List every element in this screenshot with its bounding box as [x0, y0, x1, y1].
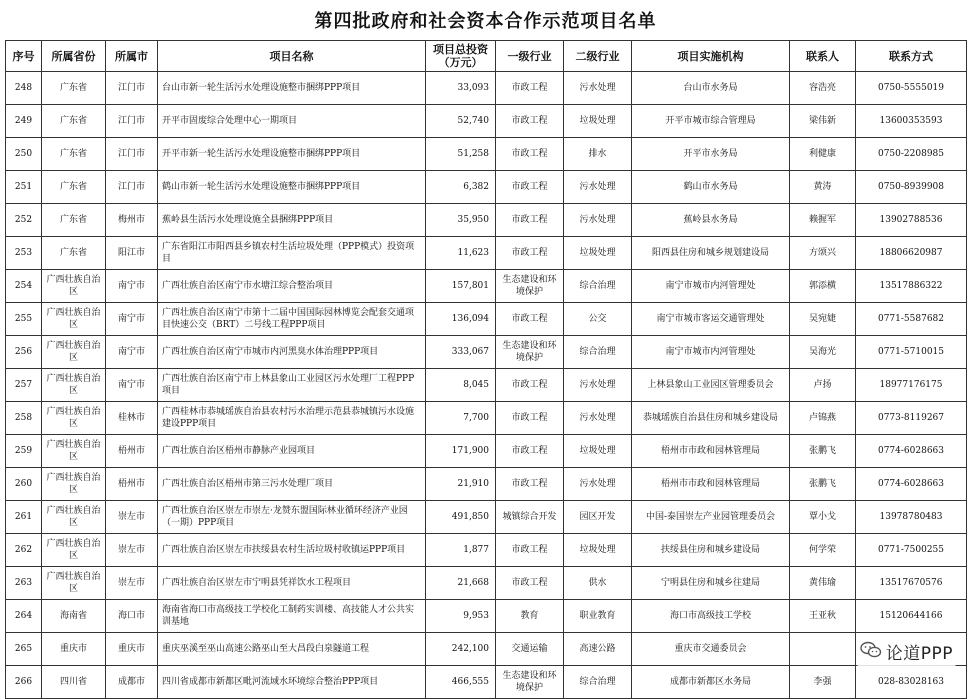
row-province: 广东省 — [42, 72, 106, 105]
row-contact: 梁伟新 — [790, 105, 856, 138]
row-contact: 吴宛婕 — [790, 303, 856, 336]
row-no: 263 — [6, 567, 42, 600]
row-phone: 18977176175 — [856, 369, 967, 402]
row-city: 崇左市 — [106, 567, 158, 600]
row-city: 南宁市 — [106, 303, 158, 336]
row-industry1: 市政工程 — [496, 105, 564, 138]
row-invest: 242,100 — [426, 633, 496, 666]
row-no: 249 — [6, 105, 42, 138]
row-phone: 0771-5587682 — [856, 303, 967, 336]
row-contact: 王亚秋 — [790, 600, 856, 633]
row-industry1: 市政工程 — [496, 468, 564, 501]
row-agency: 阳西县住房和城乡规划建设局 — [632, 237, 790, 270]
row-no: 248 — [6, 72, 42, 105]
row-industry2: 污水处理 — [564, 204, 632, 237]
row-phone: 15120644166 — [856, 600, 967, 633]
row-industry2: 垃圾处理 — [564, 534, 632, 567]
row-contact: 黄涛 — [790, 171, 856, 204]
row-phone: 0750-8939908 — [856, 171, 967, 204]
row-city: 重庆市 — [106, 633, 158, 666]
table-row — [6, 402, 967, 435]
header-city: 所属市 — [106, 41, 158, 72]
row-province: 广西壮族自治区 — [42, 468, 106, 501]
row-name: 广东省阳江市阳西县乡镇农村生活垃圾处理（PPP模式）投资项目 — [158, 237, 426, 270]
row-invest: 157,801 — [426, 270, 496, 303]
table-row — [6, 435, 967, 468]
row-industry2: 公交 — [564, 303, 632, 336]
row-no: 252 — [6, 204, 42, 237]
row-name: 广西桂林市恭城瑶族自治县农村污水治理示范县恭城镇污水设施建设PPP项目 — [158, 402, 426, 435]
table-row — [6, 72, 967, 105]
table-row — [6, 303, 967, 336]
row-name: 鹤山市新一轮生活污水处理设施整市捆绑PPP项目 — [158, 171, 426, 204]
row-phone: 13517670576 — [856, 567, 967, 600]
row-contact: 何学荣 — [790, 534, 856, 567]
table-row — [6, 567, 967, 600]
row-agency: 成都市新都区水务局 — [632, 666, 790, 699]
row-industry2: 园区开发 — [564, 501, 632, 534]
row-invest: 136,094 — [426, 303, 496, 336]
row-invest: 466,555 — [426, 666, 496, 699]
header-province: 所属省份 — [42, 41, 106, 72]
row-city: 江门市 — [106, 105, 158, 138]
row-province: 广西壮族自治区 — [42, 402, 106, 435]
row-province: 四川省 — [42, 666, 106, 699]
header-agency: 项目实施机构 — [632, 41, 790, 72]
row-province: 广东省 — [42, 204, 106, 237]
row-city: 梧州市 — [106, 468, 158, 501]
row-no: 266 — [6, 666, 42, 699]
wechat-icon — [860, 641, 882, 663]
row-phone: 0750-2208985 — [856, 138, 967, 171]
row-invest: 6,382 — [426, 171, 496, 204]
row-contact: 张鹏飞 — [790, 435, 856, 468]
row-industry1: 市政工程 — [496, 138, 564, 171]
row-name: 广西壮族自治区梧州市静脉产业园项目 — [158, 435, 426, 468]
row-province: 广西壮族自治区 — [42, 501, 106, 534]
row-contact: 黄伟瑜 — [790, 567, 856, 600]
row-industry2: 污水处理 — [564, 402, 632, 435]
row-contact: 覃小戈 — [790, 501, 856, 534]
row-industry2: 垃圾处理 — [564, 435, 632, 468]
header-invest-line2: （万元） — [438, 56, 483, 69]
row-name: 蕉岭县生活污水处理设施全县捆绑PPP项目 — [158, 204, 426, 237]
row-agency: 海口市高级技工学校 — [632, 600, 790, 633]
row-phone: 13978780483 — [856, 501, 967, 534]
row-phone: 0774-6028663 — [856, 468, 967, 501]
row-industry2: 污水处理 — [564, 171, 632, 204]
row-agency: 南宁市城市内河管理处 — [632, 270, 790, 303]
row-industry2: 垃圾处理 — [564, 105, 632, 138]
row-invest: 9,953 — [426, 600, 496, 633]
row-industry2: 综合治理 — [564, 270, 632, 303]
row-agency: 台山市水务局 — [632, 72, 790, 105]
row-invest: 33,093 — [426, 72, 496, 105]
row-province: 重庆市 — [42, 633, 106, 666]
row-contact: 郭添横 — [790, 270, 856, 303]
row-contact: 赖握军 — [790, 204, 856, 237]
row-city: 南宁市 — [106, 336, 158, 369]
row-industry2: 污水处理 — [564, 369, 632, 402]
row-agency: 宁明县住房和城乡往建局 — [632, 567, 790, 600]
row-province: 广西壮族自治区 — [42, 369, 106, 402]
row-invest: 8,045 — [426, 369, 496, 402]
row-no: 251 — [6, 171, 42, 204]
table-row — [6, 600, 967, 633]
row-no: 265 — [6, 633, 42, 666]
row-province: 广西壮族自治区 — [42, 435, 106, 468]
row-agency: 南宁市城市客运交通管理处 — [632, 303, 790, 336]
row-industry2: 职业教育 — [564, 600, 632, 633]
row-industry1: 市政工程 — [496, 402, 564, 435]
row-invest: 171,900 — [426, 435, 496, 468]
row-agency: 南宁市城市内河管理处 — [632, 336, 790, 369]
row-city: 江门市 — [106, 138, 158, 171]
row-no: 253 — [6, 237, 42, 270]
row-phone: 0771-7500255 — [856, 534, 967, 567]
table-row — [6, 666, 967, 699]
row-industry2: 综合治理 — [564, 336, 632, 369]
row-province: 广西壮族自治区 — [42, 567, 106, 600]
row-city: 崇左市 — [106, 501, 158, 534]
row-industry2: 高速公路 — [564, 633, 632, 666]
row-agency: 上林县象山工业园区管理委员会 — [632, 369, 790, 402]
row-contact: 卢扬 — [790, 369, 856, 402]
row-city: 崇左市 — [106, 534, 158, 567]
row-contact: 张鹏飞 — [790, 468, 856, 501]
header-name: 项目名称 — [158, 41, 426, 72]
row-agency: 扶绥县住房和城乡建设局 — [632, 534, 790, 567]
project-table — [5, 40, 967, 699]
row-no: 264 — [6, 600, 42, 633]
header-industry1: 一级行业 — [496, 41, 564, 72]
table-row — [6, 105, 967, 138]
row-industry1: 市政工程 — [496, 303, 564, 336]
row-city: 梧州市 — [106, 435, 158, 468]
header-contact: 联系人 — [790, 41, 856, 72]
row-phone: 0774-6028663 — [856, 435, 967, 468]
table-row — [6, 468, 967, 501]
row-industry2: 垃圾处理 — [564, 237, 632, 270]
row-city: 桂林市 — [106, 402, 158, 435]
row-name: 广西壮族自治区梧州市第三污水处理厂项目 — [158, 468, 426, 501]
row-invest: 21,910 — [426, 468, 496, 501]
row-industry1: 市政工程 — [496, 369, 564, 402]
page-title: 第四批政府和社会资本合作示范项目名单 — [314, 11, 657, 32]
row-phone: 13600353593 — [856, 105, 967, 138]
watermark-text: 论道PPP — [885, 644, 953, 664]
row-agency: 恭城瑶族自治县住房和城乡建设局 — [632, 402, 790, 435]
header-phone: 联系方式 — [856, 41, 967, 72]
row-industry1: 教育 — [496, 600, 564, 633]
table-row — [6, 270, 967, 303]
row-agency: 开平市水务局 — [632, 138, 790, 171]
row-phone: 18806620987 — [856, 237, 967, 270]
row-agency: 重庆市交通委员会 — [632, 633, 790, 666]
row-invest: 52,740 — [426, 105, 496, 138]
row-province: 广西壮族自治区 — [42, 270, 106, 303]
row-name: 海南省海口市高级技工学校化工制药实训楼、高技能人才公共实训基地 — [158, 600, 426, 633]
row-industry1: 生态建设和环境保护 — [496, 270, 564, 303]
row-industry1: 城镇综合开发 — [496, 501, 564, 534]
row-invest: 21,668 — [426, 567, 496, 600]
row-city: 江门市 — [106, 72, 158, 105]
header-industry2: 二级行业 — [564, 41, 632, 72]
row-city: 江门市 — [106, 171, 158, 204]
row-city: 南宁市 — [106, 270, 158, 303]
row-contact: 容浩亮 — [790, 72, 856, 105]
row-industry2: 供水 — [564, 567, 632, 600]
row-invest: 1,877 — [426, 534, 496, 567]
table-row — [6, 237, 967, 270]
row-phone: 0750-5555019 — [856, 72, 967, 105]
row-contact: 卢锦燕 — [790, 402, 856, 435]
row-name: 开平市固废综合处理中心一期项目 — [158, 105, 426, 138]
table-row — [6, 336, 967, 369]
row-no: 258 — [6, 402, 42, 435]
row-industry2: 污水处理 — [564, 72, 632, 105]
row-name: 广西壮族自治区南宁市第十二届中国国际园林博览会配套交通项目快速公交（BRT）二号线工程PPP项目 — [158, 303, 426, 336]
row-agency: 中国-泰国崇左产业园管理委员会 — [632, 501, 790, 534]
row-no: 256 — [6, 336, 42, 369]
row-phone: 028-83028163 — [856, 666, 967, 699]
row-industry1: 生态建设和环境保护 — [496, 666, 564, 699]
row-name: 广西壮族自治区南宁市城市内河黑臭水体治理PPP项目 — [158, 336, 426, 369]
row-industry1: 市政工程 — [496, 534, 564, 567]
header-no: 序号 — [6, 41, 42, 72]
row-agency: 蕉岭县水务局 — [632, 204, 790, 237]
header-invest-line1: 项目总投资 — [433, 43, 488, 56]
header-invest — [426, 41, 496, 72]
row-name: 广西壮族自治区崇左市宁明县凭祥饮水工程项目 — [158, 567, 426, 600]
row-invest: 7,700 — [426, 402, 496, 435]
row-phone: 0773-8119267 — [856, 402, 967, 435]
row-no: 250 — [6, 138, 42, 171]
row-province: 广西壮族自治区 — [42, 534, 106, 567]
row-industry1: 市政工程 — [496, 567, 564, 600]
table-row — [6, 171, 967, 204]
row-province: 广东省 — [42, 138, 106, 171]
row-city: 成都市 — [106, 666, 158, 699]
row-name: 广西壮族自治区崇左市扶绥县农村生活垃圾村收镇运PPP项目 — [158, 534, 426, 567]
row-no: 260 — [6, 468, 42, 501]
row-province: 海南省 — [42, 600, 106, 633]
table-row — [6, 501, 967, 534]
row-industry1: 生态建设和环境保护 — [496, 336, 564, 369]
row-province: 广东省 — [42, 171, 106, 204]
row-city: 阳江市 — [106, 237, 158, 270]
row-city: 海口市 — [106, 600, 158, 633]
row-agency: 梧州市市政和园林管理局 — [632, 435, 790, 468]
row-industry1: 市政工程 — [496, 72, 564, 105]
table-row — [6, 204, 967, 237]
table-row — [6, 138, 967, 171]
row-contact: 吴海光 — [790, 336, 856, 369]
row-agency: 鹤山市水务局 — [632, 171, 790, 204]
table-row — [6, 633, 967, 666]
row-industry2: 综合治理 — [564, 666, 632, 699]
row-agency: 开平市城市综合管理局 — [632, 105, 790, 138]
row-name: 台山市新一轮生活污水处理设施整市捆绑PPP项目 — [158, 72, 426, 105]
row-phone: 0771-5710015 — [856, 336, 967, 369]
row-contact: 方颂兴 — [790, 237, 856, 270]
row-contact — [790, 633, 856, 666]
row-name: 开平市新一轮生活污水处理设施整市捆绑PPP项目 — [158, 138, 426, 171]
row-industry1: 交通运输 — [496, 633, 564, 666]
row-agency: 梧州市市政和园林管理局 — [632, 468, 790, 501]
row-no: 261 — [6, 501, 42, 534]
row-phone: 13517886322 — [856, 270, 967, 303]
row-city: 南宁市 — [106, 369, 158, 402]
table-header-row — [6, 41, 967, 72]
row-no: 254 — [6, 270, 42, 303]
row-invest: 491,850 — [426, 501, 496, 534]
row-invest: 35,950 — [426, 204, 496, 237]
row-industry2: 污水处理 — [564, 468, 632, 501]
row-name: 广西壮族自治区南宁市水塘江综合整治项目 — [158, 270, 426, 303]
row-no: 257 — [6, 369, 42, 402]
row-contact: 李强 — [790, 666, 856, 699]
row-province: 广西壮族自治区 — [42, 336, 106, 369]
row-industry1: 市政工程 — [496, 204, 564, 237]
row-invest: 51,258 — [426, 138, 496, 171]
row-industry2: 排水 — [564, 138, 632, 171]
row-contact: 利健康 — [790, 138, 856, 171]
table-row — [6, 534, 967, 567]
row-name: 四川省成都市新都区毗河流域水环境综合整治PPP项目 — [158, 666, 426, 699]
row-industry1: 市政工程 — [496, 237, 564, 270]
row-name: 广西壮族自治区崇左市崇左·龙赞东盟国际林业循环经济产业园（一期）PPP项目 — [158, 501, 426, 534]
row-no: 259 — [6, 435, 42, 468]
row-name: 重庆巫溪至巫山高速公路巫山至大昌段白泉隧道工程 — [158, 633, 426, 666]
row-province: 广西壮族自治区 — [42, 303, 106, 336]
row-name: 广西壮族自治区南宁市上林县象山工业园区污水处理厂工程PPP项目 — [158, 369, 426, 402]
row-city: 梅州市 — [106, 204, 158, 237]
row-province: 广东省 — [42, 105, 106, 138]
row-no: 262 — [6, 534, 42, 567]
watermark — [856, 637, 957, 666]
row-province: 广东省 — [42, 237, 106, 270]
row-no: 255 — [6, 303, 42, 336]
row-invest: 333,067 — [426, 336, 496, 369]
row-phone: 13902788536 — [856, 204, 967, 237]
row-invest: 11,623 — [426, 237, 496, 270]
row-industry1: 市政工程 — [496, 435, 564, 468]
row-industry1: 市政工程 — [496, 171, 564, 204]
table-row — [6, 369, 967, 402]
